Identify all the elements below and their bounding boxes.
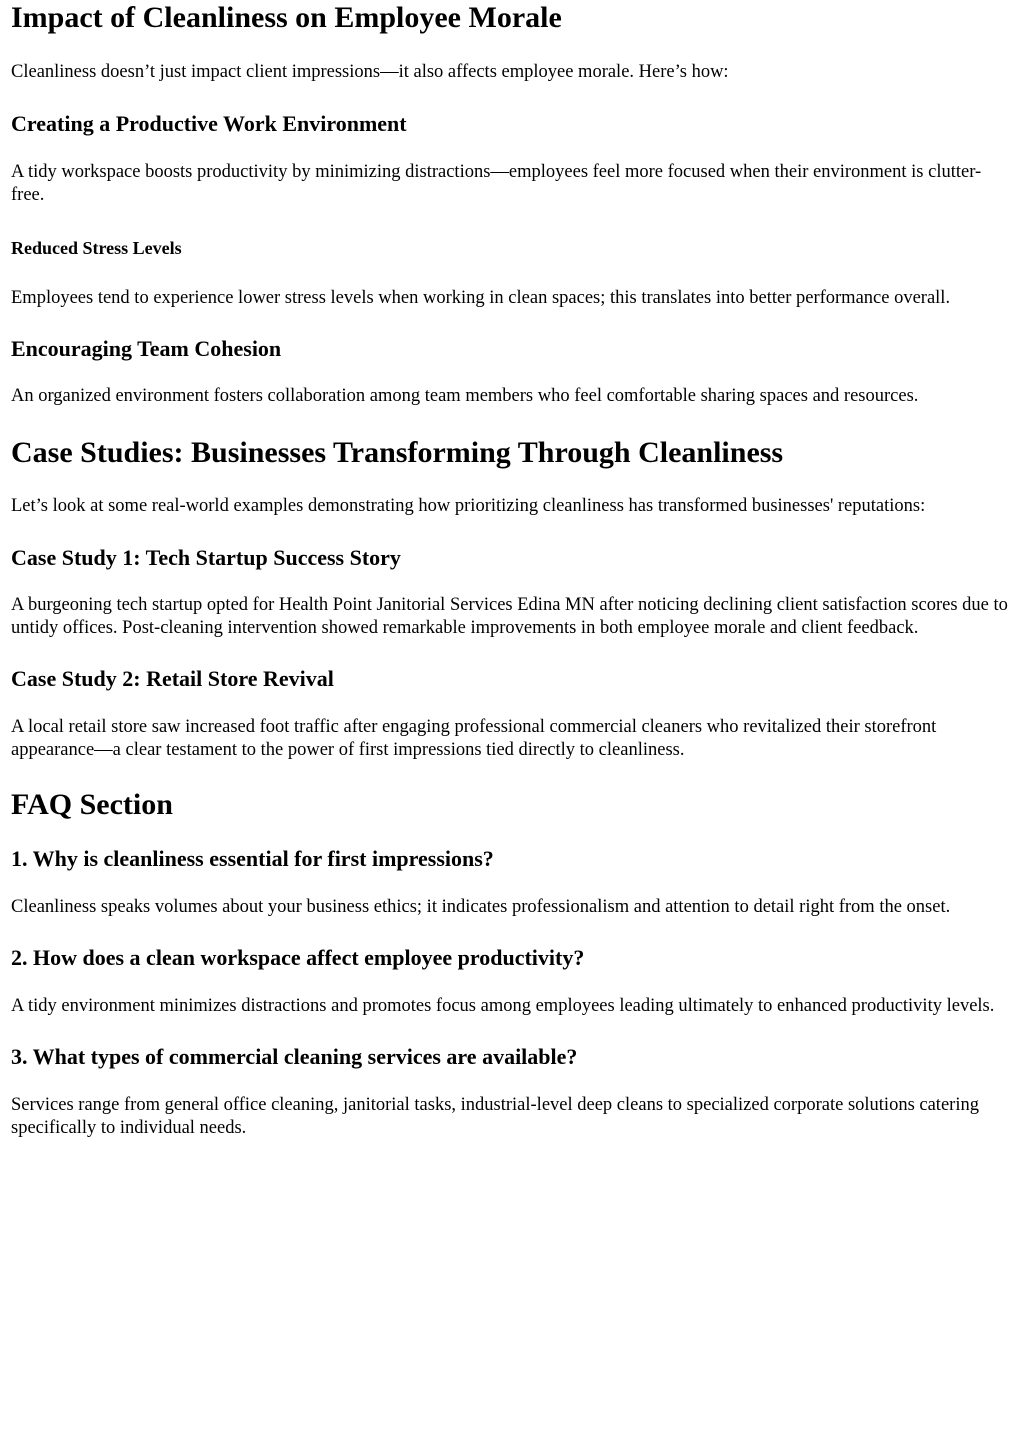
faq-answer-3: Services range from general office cleaning, janitorial tasks, industrial-level deep cleans to specialized corporate solutions catering specifically to individual needs. [11,1095,979,1138]
subheading-case-study-2: Case Study 2: Retail Store Revival [11,666,334,691]
faq-question-3: 3. What types of commercial cleaning services are available? [11,1044,578,1069]
section-title-employee-morale: Impact of Cleanliness on Employee Morale [11,1,562,34]
section-title-faq: FAQ Section [11,788,173,821]
paragraph: A tidy workspace boosts productivity by minimizing distractions—employees feel more focused when their environment is clutter-free. [11,162,982,205]
section-title-case-studies: Case Studies: Businesses Transforming Through Cleanliness [11,436,784,469]
faq-answer-1: Cleanliness speaks volumes about your business ethics; it indicates professionalism and attention to detail right from the onset. [11,897,951,917]
section-intro: Let’s look at some real-world examples demonstrating how prioritizing cleanliness has transformed businesses' reputations: [11,496,926,516]
subheading-productive-environment: Creating a Productive Work Environment [11,111,407,136]
faq-answer-2: A tidy environment minimizes distractions and promotes focus among employees leading ultimately to enhanced productivity levels. [11,996,995,1016]
paragraph: Employees tend to experience lower stress levels when working in clean spaces; this translates into better performance overall. [11,288,951,308]
subheading-team-cohesion: Encouraging Team Cohesion [11,336,282,361]
paragraph: A local retail store saw increased foot traffic after engaging professional commercial cleaners who revitalized their storefront appearance—a clear testament to the power of first impressions tied directly to cleanliness. [11,717,937,760]
subheading-reduced-stress: Reduced Stress Levels [11,238,182,258]
section-intro: Cleanliness doesn’t just impact client impressions—it also affects employee morale. Here’s how: [11,62,729,82]
paragraph: An organized environment fosters collaboration among team members who feel comfortable sharing spaces and resources. [11,386,919,406]
faq-question-2: 2. How does a clean workspace affect employee productivity? [11,945,585,970]
paragraph: A burgeoning tech startup opted for Health Point Janitorial Services Edina MN after noticing declining client satisfaction scores due to untidy offices. Post-cleaning intervention showed remarkable improvements in both employee morale and client feedback. [11,595,1008,638]
faq-question-1: 1. Why is cleanliness essential for first impressions? [11,846,494,871]
subheading-case-study-1: Case Study 1: Tech Startup Success Story [11,545,401,570]
